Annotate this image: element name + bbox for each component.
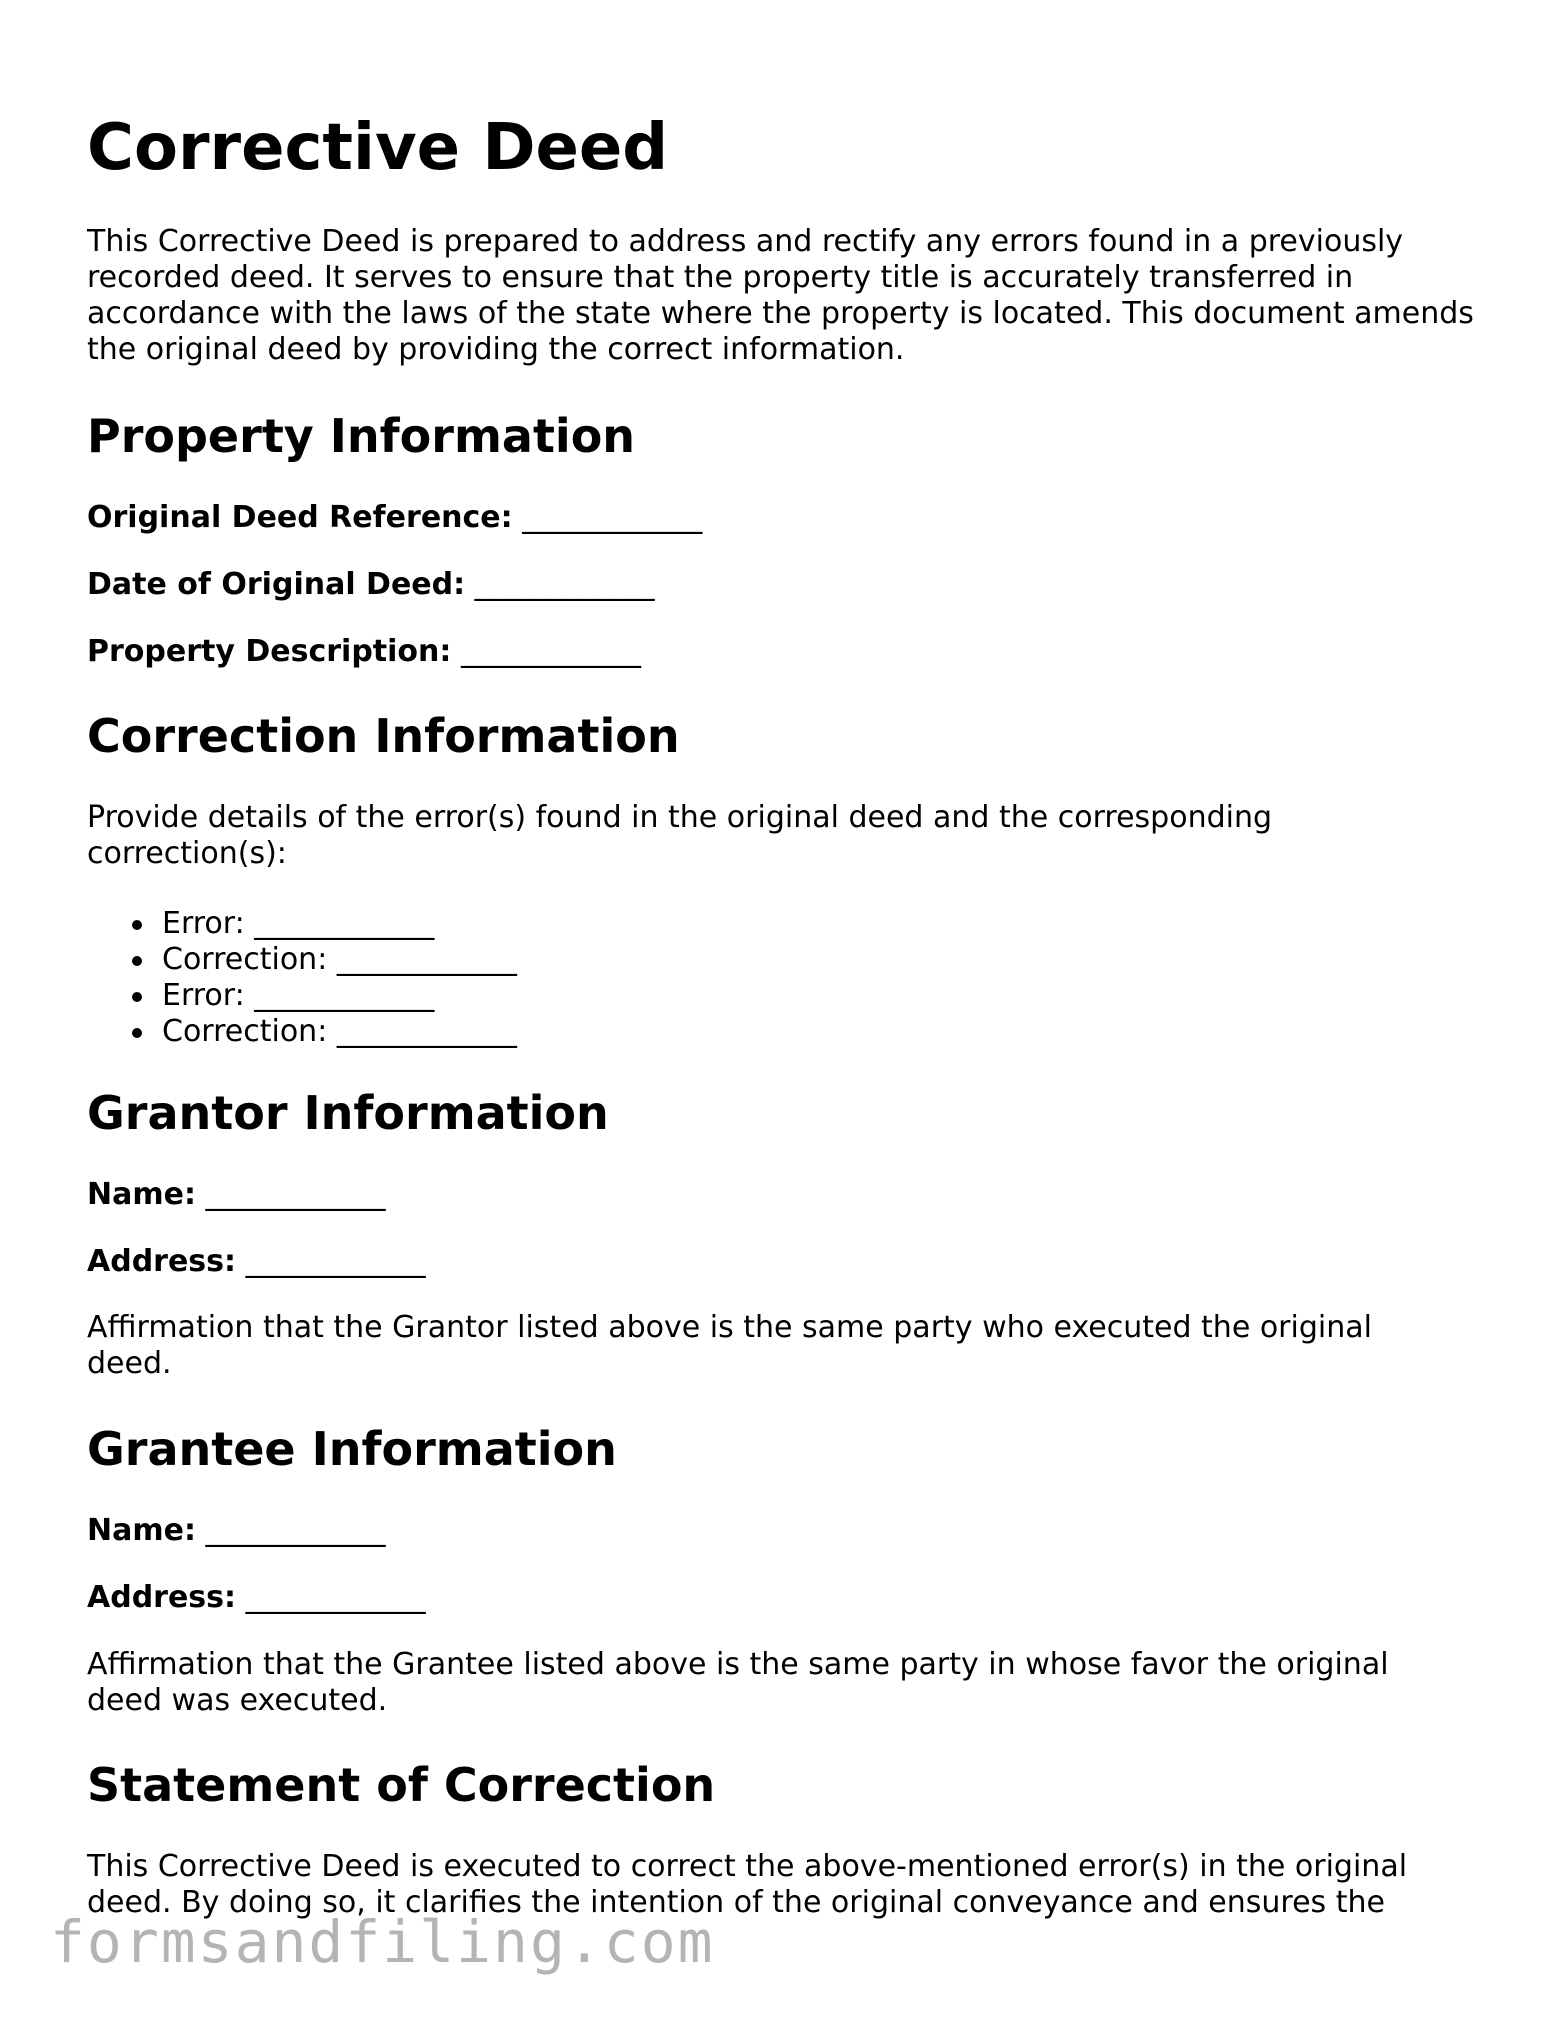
field-label: Original Deed Reference:: [87, 500, 513, 535]
original-deed-reference-field: [87, 500, 702, 536]
statement-text: This Corrective Deed is executed to correct the above-mentioned error(s) in the original deed. By doing so, it clarifies the intention of the original conveyance and ensures the: [87, 1849, 1408, 1920]
grantor-heading: Grantor Information: [87, 1086, 609, 1140]
field-label: Name:: [87, 1513, 196, 1548]
field-blank: ____________: [460, 634, 641, 669]
field-blank: ____________: [205, 1513, 386, 1548]
field-label: Address:: [87, 1580, 237, 1615]
field-blank: ____________: [474, 567, 655, 602]
field-blank: ____________: [245, 1580, 426, 1615]
grantee-affirmation: Affirmation that the Grantee listed above is the same party in whose favor the original deed was executed.: [87, 1647, 1389, 1718]
list-item: Error: ____________: [162, 906, 517, 942]
field-label: Date of Original Deed:: [87, 567, 466, 602]
grantor-name-field: [87, 1177, 386, 1213]
property-heading: Property Information: [87, 409, 636, 463]
grantee-name-field: [87, 1513, 386, 1549]
property-description-field: [87, 634, 641, 670]
field-blank: ____________: [245, 1244, 426, 1279]
list-item: Correction: ____________: [162, 942, 517, 977]
correction-instructions: Provide details of the error(s) found in the original deed and the corresponding correction(s):: [87, 800, 1273, 871]
field-label: Name:: [87, 1177, 196, 1212]
intro-paragraph: This Corrective Deed is prepared to address and rectify any errors found in a previously recorded deed. It serves to ensure that the property title is accurately transferred in accordance with the laws of the state where the property is located. This document amends the original deed by providing the correct information.: [87, 224, 1474, 367]
grantee-heading: Grantee Information: [87, 1422, 617, 1476]
field-label: Property Description:: [87, 634, 452, 669]
grantor-address-field: [87, 1244, 426, 1280]
field-blank: ____________: [205, 1177, 386, 1212]
grantee-address-field: [87, 1580, 426, 1616]
list-item: Correction: ____________: [162, 1014, 517, 1049]
correction-list: [87, 906, 517, 1050]
field-label: Address:: [87, 1244, 237, 1279]
list-item: Error: ____________: [162, 978, 517, 1014]
statement-heading: Statement of Correction: [87, 1758, 716, 1812]
date-of-original-deed-field: [87, 567, 655, 603]
grantor-affirmation: Affirmation that the Grantor listed above is the same party who executed the original deed.: [87, 1310, 1372, 1381]
correction-heading: Correction Information: [87, 709, 680, 763]
field-blank: ____________: [522, 500, 703, 535]
site-watermark: formsandfiling.com: [50, 1908, 715, 1976]
document-title: Corrective Deed: [87, 111, 669, 185]
